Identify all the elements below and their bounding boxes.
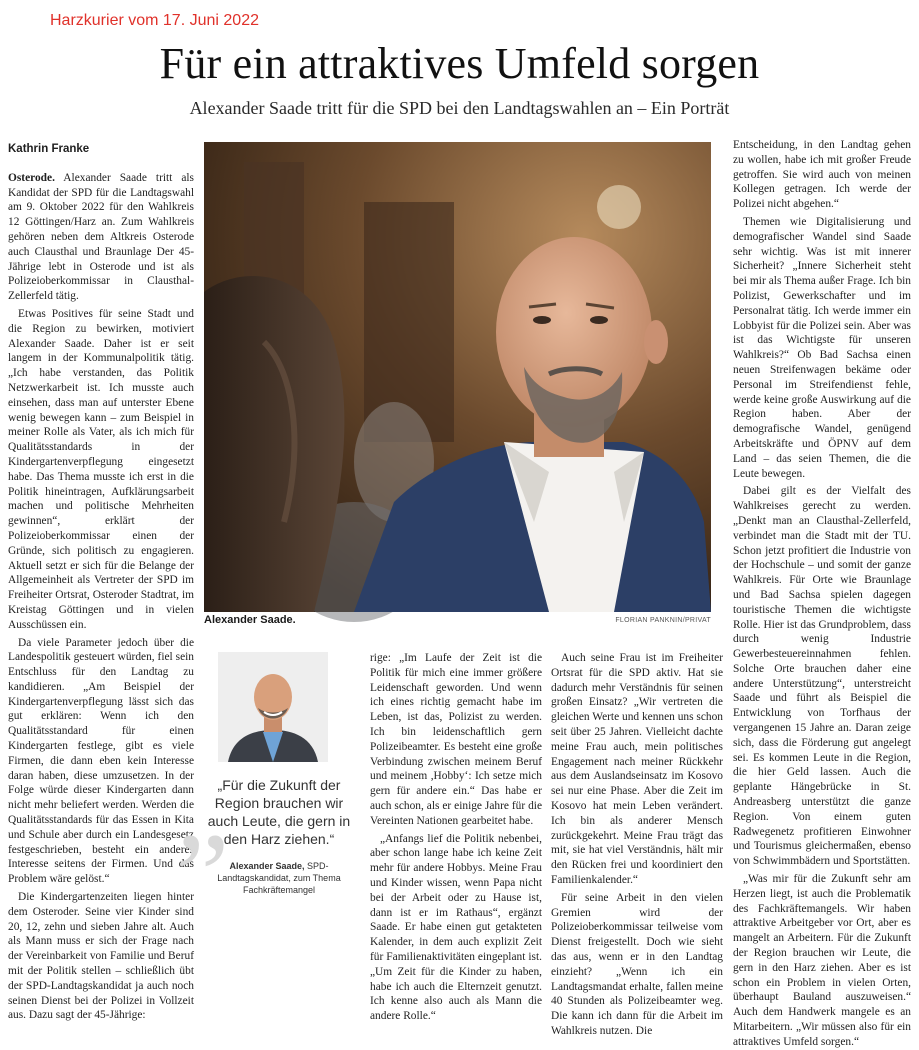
dateline: Osterode. [8,171,55,184]
author-name: Kathrin Franke [8,143,90,155]
article-paragraph: „Was mir für die Zukunft sehr am Herzen liegt, ist auch die Problematik des Fachkräftemangels. Wir haben attraktive Arbeitgeber vor Ort, aber es mangelt an Arbeitern. Für die Zukunft der Region brauchen wir Leute, die gern in den Harz ziehen. Aber es ist schon ein Problem in vielen Orten, überhaupt Bauland auszuweisen.“ Auch dem Handwerk mangele es an Mitarbeitern. „Wir müssen also für ein attraktives Umfeld sorgen.“ [733,873,911,1048]
article-paragraph: rige: „Im Laufe der Zeit ist die Politik für mich eine immer größere Leidenschaft geworden. Und wenn ich eines richtig gemacht habe im Leben, ist das, Polizist zu werden. Ich bin leidenschaftlich gern Polizeibeamter. Es besteht eine große Verbindung zwischen meinem Beruf und meinem ,Hobby‘: Ich setze mich gern für andere ein.“ Das habe er auch schon, als er einige Jahre für die Vereinten Nationen gearbeitet habe. [370,652,542,827]
article-column-3 [551,651,723,1037]
headline: Für ein attraktives Umfeld sorgen [159,39,760,88]
article-column-1 [8,142,194,1022]
photo-credit: FLORIAN PANKNIN/PRIVAT [615,617,711,624]
quote-role-detail: Landtagskandidat, zum Thema Fachkräftemangel [217,873,341,895]
article-paragraph: Themen wie Digitalisierung und demografischer Wandel sind Saade sehr wichtig. Was ist mit innerer Sicherheit? „Innere Sicherheit steht bei mir als Thema außer Frage. Ich bin Polizist, Gewerkschafter und im Personalrat tätig. Ich werde immer ein Lobbyist für die Polizei sein. Aber was ist das Wichtigste für unseren Wahlkreis?“ Ob Bad Sachsa einen neuen Streifenwagen bekäme oder Personal im Streifendienst fehle, werde keine große Auswirkung auf die Region haben. Aber der demografische Wandel, genügend Arbeitskräfte und ÖPNV auf dem Land – das seien Themen, die die Leute bewegen. [733,215,911,480]
paragraph-text: Alexander Saade tritt als Kandidat der SPD für die Landtagswahl am 9. Oktober 2022 für den Wahlkreis 12 Göttingen/Harz an. Zum Wahlkreis gehören neben dem Altkreis Osterode auch Clausthal und Braunlage Der 45-Jährige lebt in Osterode und ist als Polizeioberkommissar in Clausthal-Zellerfeld tätig. [8,171,194,303]
subheadline: Alexander Saade tritt für die SPD bei den Landtagswahlen an – Ein Porträt [189,98,730,118]
article-paragraph: Die Kindergartenzeiten liegen hinter dem Osteroder. Seine vier Kinder sind 20, 12, zehn und sieben Jahre alt. Auch als Mann muss er sich der Frage nach der Vereinbarkeit von Familie und Beruf mit der Politik stellen – schließlich übt der SPD-Landtagskandidat ja auch noch seinen Dienst bei der Polizei in Vollzeit aus. Dazu sagt der 45-Jährige: [8,891,194,1022]
article-paragraph: Etwas Positives für seine Stadt und die Region zu bewirken, motiviert Alexander Saade. Daher ist er seit langem in der Kommunalpolitik tätig. „Ich habe verstanden, das Politik Netzwerkarbeit ist. Ich musste auch einsehen, dass man auf unterster Ebene wenig bewegen kann – zum Beispiel in meiner Rolle als Vater, als ich mich für Qualitätsstandards in der Kindergartenverpflegung eingesetzt habe. Das Thema musste ich erst in die Politik hineintragen, Aufklärungsarbeit machen und politische Mehrheiten gewinnen“, erklärt der Polizeioberkommissar einen der Gründe, sich politisch zu engagieren. Aktuell setzt er sich für die Belange der Allgemeinheit als Vertreter der SPD im Freiheiter Ortsrat, Osteroder Stadtrat, im Kreistag Göttingen und in vielen Ausschüssen ein. [8,307,194,631]
quote-role: SPD- [307,861,329,871]
author-portrait [218,652,328,762]
article-paragraph [8,171,194,304]
article-column-4 [733,138,911,1048]
portrait-photo-illustration [204,142,711,612]
portrait-illustration [218,652,328,762]
main-photo [204,142,711,612]
article-paragraph: Entscheidung, in den Landtag gehen zu wollen, habe ich mit großer Freude getroffen. Sie wird auch von meinen Kollegen getragen. Ich werde der Polizei nicht abgehen.“ [733,139,911,211]
quote-name: Alexander Saade, [229,861,305,871]
quote-mark-icon: „ [176,741,230,874]
quote-attribution [204,860,354,896]
article-paragraph: Auch seine Frau ist im Freiheiter Ortsrat für die SPD aktiv. Hat sie dadurch mehr Verständnis für seinen großen Einsatz? „Wir vertreten die gleichen Werte und kennen uns schon seit über 25 Jahren. Vielleicht dachte meine Frau auch, mein politisches Engagement nach meiner Rückkehr aus dem Auslandseinsatz im Kosovo sei nur eine Phase. Aber die Zeit im Kosovo hat mein Leben verändert. Ich bin als anderer Mensch zurückgekehrt. Meine Frau trägt das mit, sie hat viel Verständnis, hält mir den Rücken frei und koordiniert den Familienkalender.“ [551,652,723,886]
article-column-2 [370,651,542,1023]
photo-caption: Alexander Saade. [204,614,296,626]
article-paragraph: Dabei gilt es der Vielfalt des Wahlkreises gerecht zu werden. „Denkt man an Clausthal-Zellerfeld, verbindet man die Stadt mit der TU. Schon jetzt profitiert die Industrie von der Hochschule – und somit der ganze Wahlkreis. Für Orte wie Braunlage und Bad Sachsa spielen dagegen touristische Themen die wichtigste Rolle. Hier ist das Grundproblem, dass durch wenig Industrie Gewerbesteuereinnahmen fehlen. Solche Orte brauchen daher eine andere Unterstützung“, unterstreicht Saade und führt als Beispiel die Entwicklung von Torfhaus der vergangenen 15 Jahre an. Daran zeige sich, dass die Förderung gut angelegt sei. Es kommen Leute in die Region, die hier Geld lassen. Auch die geplante Hängebrücke in St. Andreasberg unterstützt die ganze Region. Von einem guten Radwegenetz profitieren Einwohner und Tourismus gleichermaßen, ebenso von Schwimmbädern und Sportstätten. [733,485,911,868]
article-paragraph: „Anfangs lief die Politik nebenbei, aber schon lange habe ich keine Zeit mehr für andere Hobbys. Meine Frau und Kinder wissen, wenn Papa nicht bei der Arbeit oder zu Hause ist, dann ist er im Rathaus“, ergänzt Saade. Er habe einen gut getakteten Kalender, in dem auch explizit Zeit für Familienaktivitäten eingeplant ist. „Um Zeit für die Kinder zu haben, habe ich auch die Elternzeit genutzt. Ich kenne also auch als Mann die andere Rolle.“ [370,832,542,1023]
article-paragraph: Da viele Parameter jedoch über die Landespolitik gesteuert würden, fiel sein Entschluss für den Landtag zu kandidieren. „Am Beispiel der Kindergartenverpflegung lässt sich das gut erklären: Wenn ich den Qualitätsstandard für einen Kindergarten festlege, gibt es viele Firmen, die dann eben kein Interesse daran haben, diese umzusetzen. In der Folge würde dieser Kindergarten dann nicht mehr beliefert werden. Werden die Qualitätsstandards für das Essen in Kita und Schule aber durch ein Landesgesetz festgeschrieben, besteht ein anderes Interesse seitens der Firmen. Und das Problem wäre gelöst.“ [8,636,194,886]
pull-quote: „Für die Zukunft der Region brauchen wir auch Leute, die gern in den Harz ziehen.“ [207,777,351,847]
source-label: Harzkurier vom 17. Juni 2022 [50,12,259,29]
article-paragraph: Für seine Arbeit in den vielen Gremien wird der Polizeioberkommissar teilweise vom Dienst freigestellt. Doch wie sieht das aus, wenn er in den Landtag einzieht? „Wenn ich ein Landtagsmandat erhalte, fallen meine 40 Stunden als Polizeibeamter weg. Die kann ich dann für die Arbeit im Wahlkreis nutzen. Die [551,891,723,1037]
